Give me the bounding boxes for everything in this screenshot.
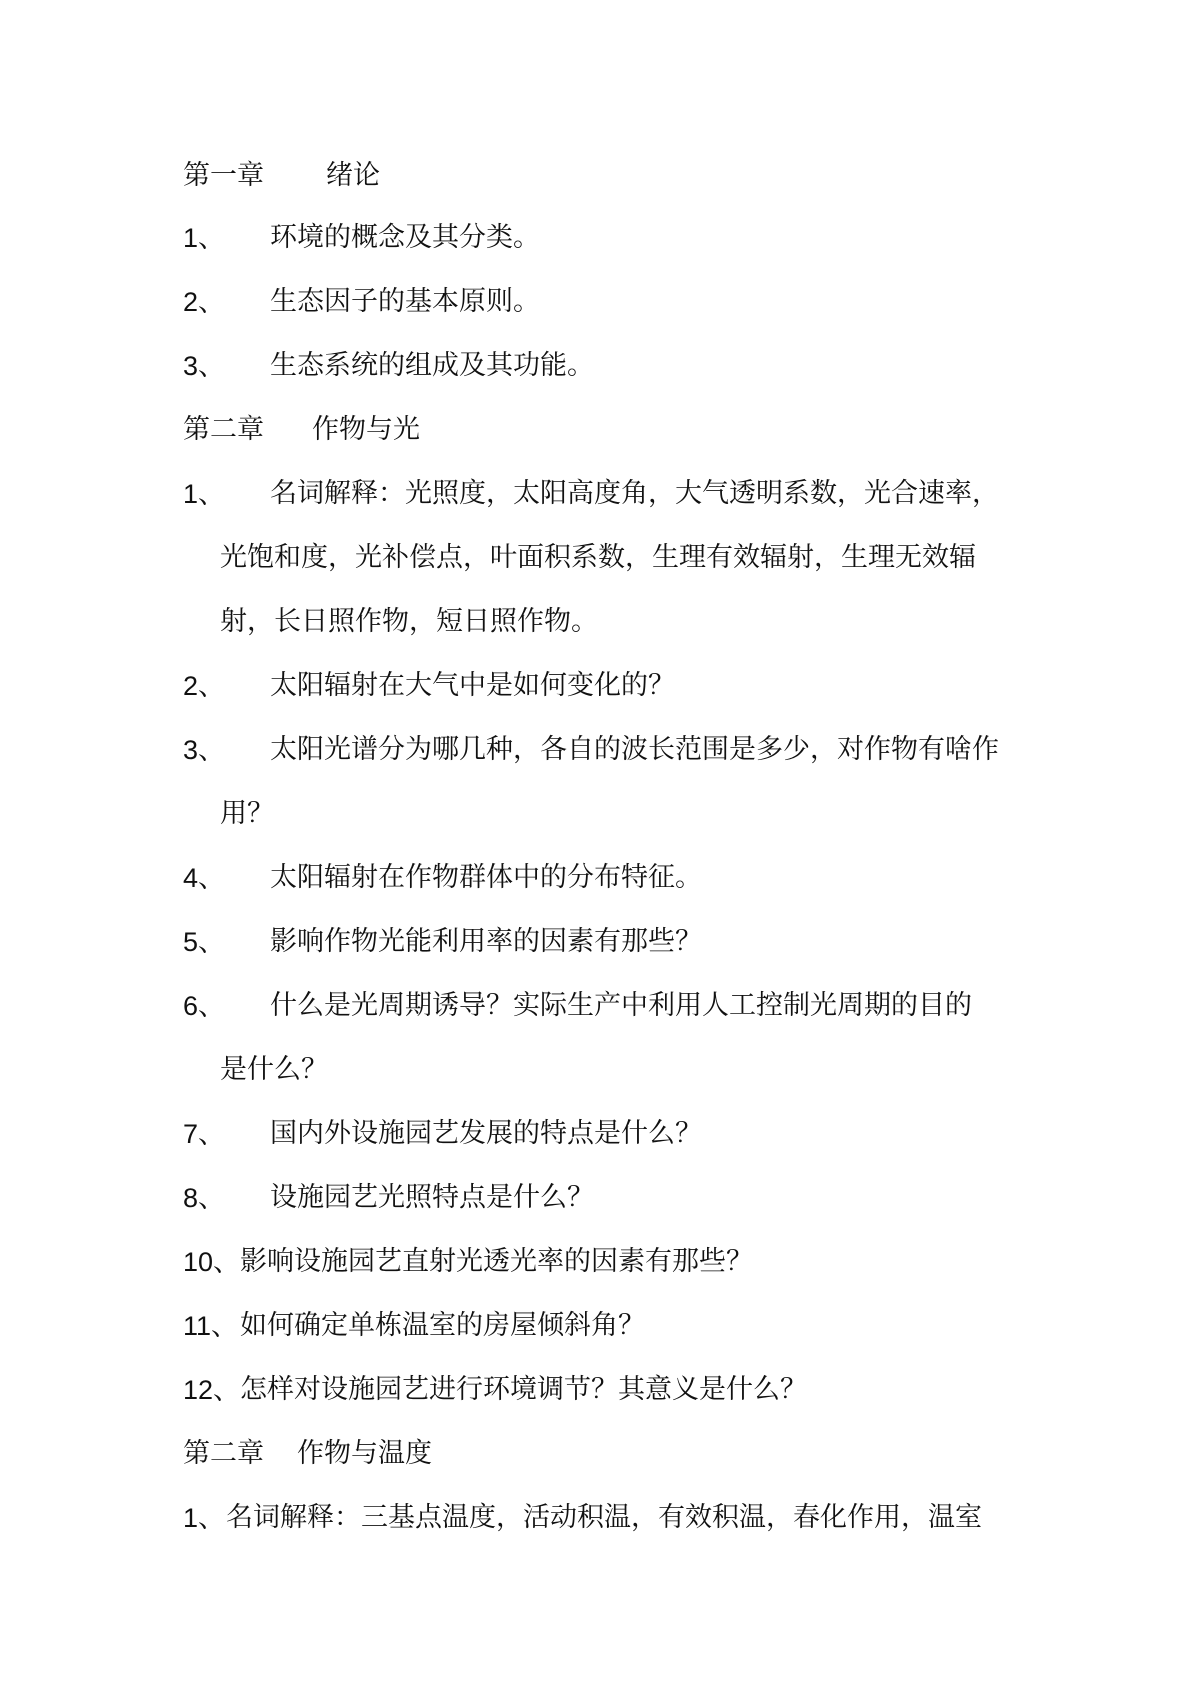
chapter-3-title: 作物与温度 — [297, 1438, 432, 1469]
ch2-item-4-text: 太阳辐射在作物群体中的分布特征。 — [270, 862, 702, 893]
chapter-1-title: 绪论 — [326, 160, 380, 191]
ch2-item-11-number: 11、 — [183, 1311, 239, 1341]
ch1-item-1-text: 环境的概念及其分类。 — [270, 222, 540, 253]
ch3-item-1-text: 名词解释：三基点温度，活动积温，有效积温，春化作用，温室 — [226, 1502, 982, 1533]
ch2-item-6-number: 6、 — [183, 991, 226, 1021]
ch2-item-12-text: 怎样对设施园艺进行环境调节？其意义是什么？ — [240, 1374, 807, 1405]
ch2-item-5-number: 5、 — [183, 927, 226, 957]
ch3-item-1-number: 1、 — [183, 1503, 226, 1533]
ch2-item-10-number: 10、 — [183, 1247, 241, 1277]
ch2-item-12-number: 12、 — [183, 1375, 241, 1405]
ch1-item-2-text: 生态因子的基本原则。 — [270, 286, 540, 317]
ch2-item-3-text-line-1: 太阳光谱分为哪几种，各自的波长范围是多少，对作物有啥作 — [270, 734, 999, 765]
ch2-item-1-text-line-2: 光饱和度，光补偿点，叶面积系数，生理有效辐射，生理无效辐 — [220, 542, 976, 573]
ch2-item-3-text-line-2: 用？ — [220, 798, 274, 829]
ch2-item-1-text-line-1: 名词解释：光照度，太阳高度角，大气透明系数，光合速率， — [270, 478, 999, 509]
ch2-item-8-number: 8、 — [183, 1183, 226, 1213]
chapter-3-label: 第二章 — [183, 1438, 264, 1469]
ch2-item-3-number: 3、 — [183, 735, 226, 765]
ch2-item-6-text-line-2: 是什么？ — [220, 1054, 328, 1085]
ch2-item-6-text-line-1: 什么是光周期诱导？实际生产中利用人工控制光周期的目的 — [270, 990, 972, 1021]
ch2-item-4-number: 4、 — [183, 863, 226, 893]
ch1-item-3-text: 生态系统的组成及其功能。 — [270, 350, 594, 381]
chapter-1-label: 第一章 — [183, 160, 264, 191]
ch2-item-7-number: 7、 — [183, 1119, 226, 1149]
ch1-item-1-number: 1、 — [183, 223, 226, 253]
ch2-item-2-text: 太阳辐射在大气中是如何变化的？ — [270, 670, 675, 701]
ch2-item-8-text: 设施园艺光照特点是什么？ — [270, 1182, 594, 1213]
ch1-item-3-number: 3、 — [183, 351, 226, 381]
ch2-item-5-text: 影响作物光能利用率的因素有那些？ — [270, 926, 702, 957]
ch2-item-1-number: 1、 — [183, 479, 226, 509]
chapter-2-title: 作物与光 — [312, 414, 420, 445]
ch2-item-2-number: 2、 — [183, 671, 226, 701]
ch2-item-10-text: 影响设施园艺直射光透光率的因素有那些？ — [240, 1246, 753, 1277]
ch1-item-2-number: 2、 — [183, 287, 226, 317]
ch2-item-11-text: 如何确定单栋温室的房屋倾斜角？ — [240, 1310, 645, 1341]
ch2-item-1-text-line-3: 射，长日照作物，短日照作物。 — [220, 606, 598, 637]
ch2-item-7-text: 国内外设施园艺发展的特点是什么？ — [270, 1118, 702, 1149]
chapter-2-label: 第二章 — [183, 414, 264, 445]
